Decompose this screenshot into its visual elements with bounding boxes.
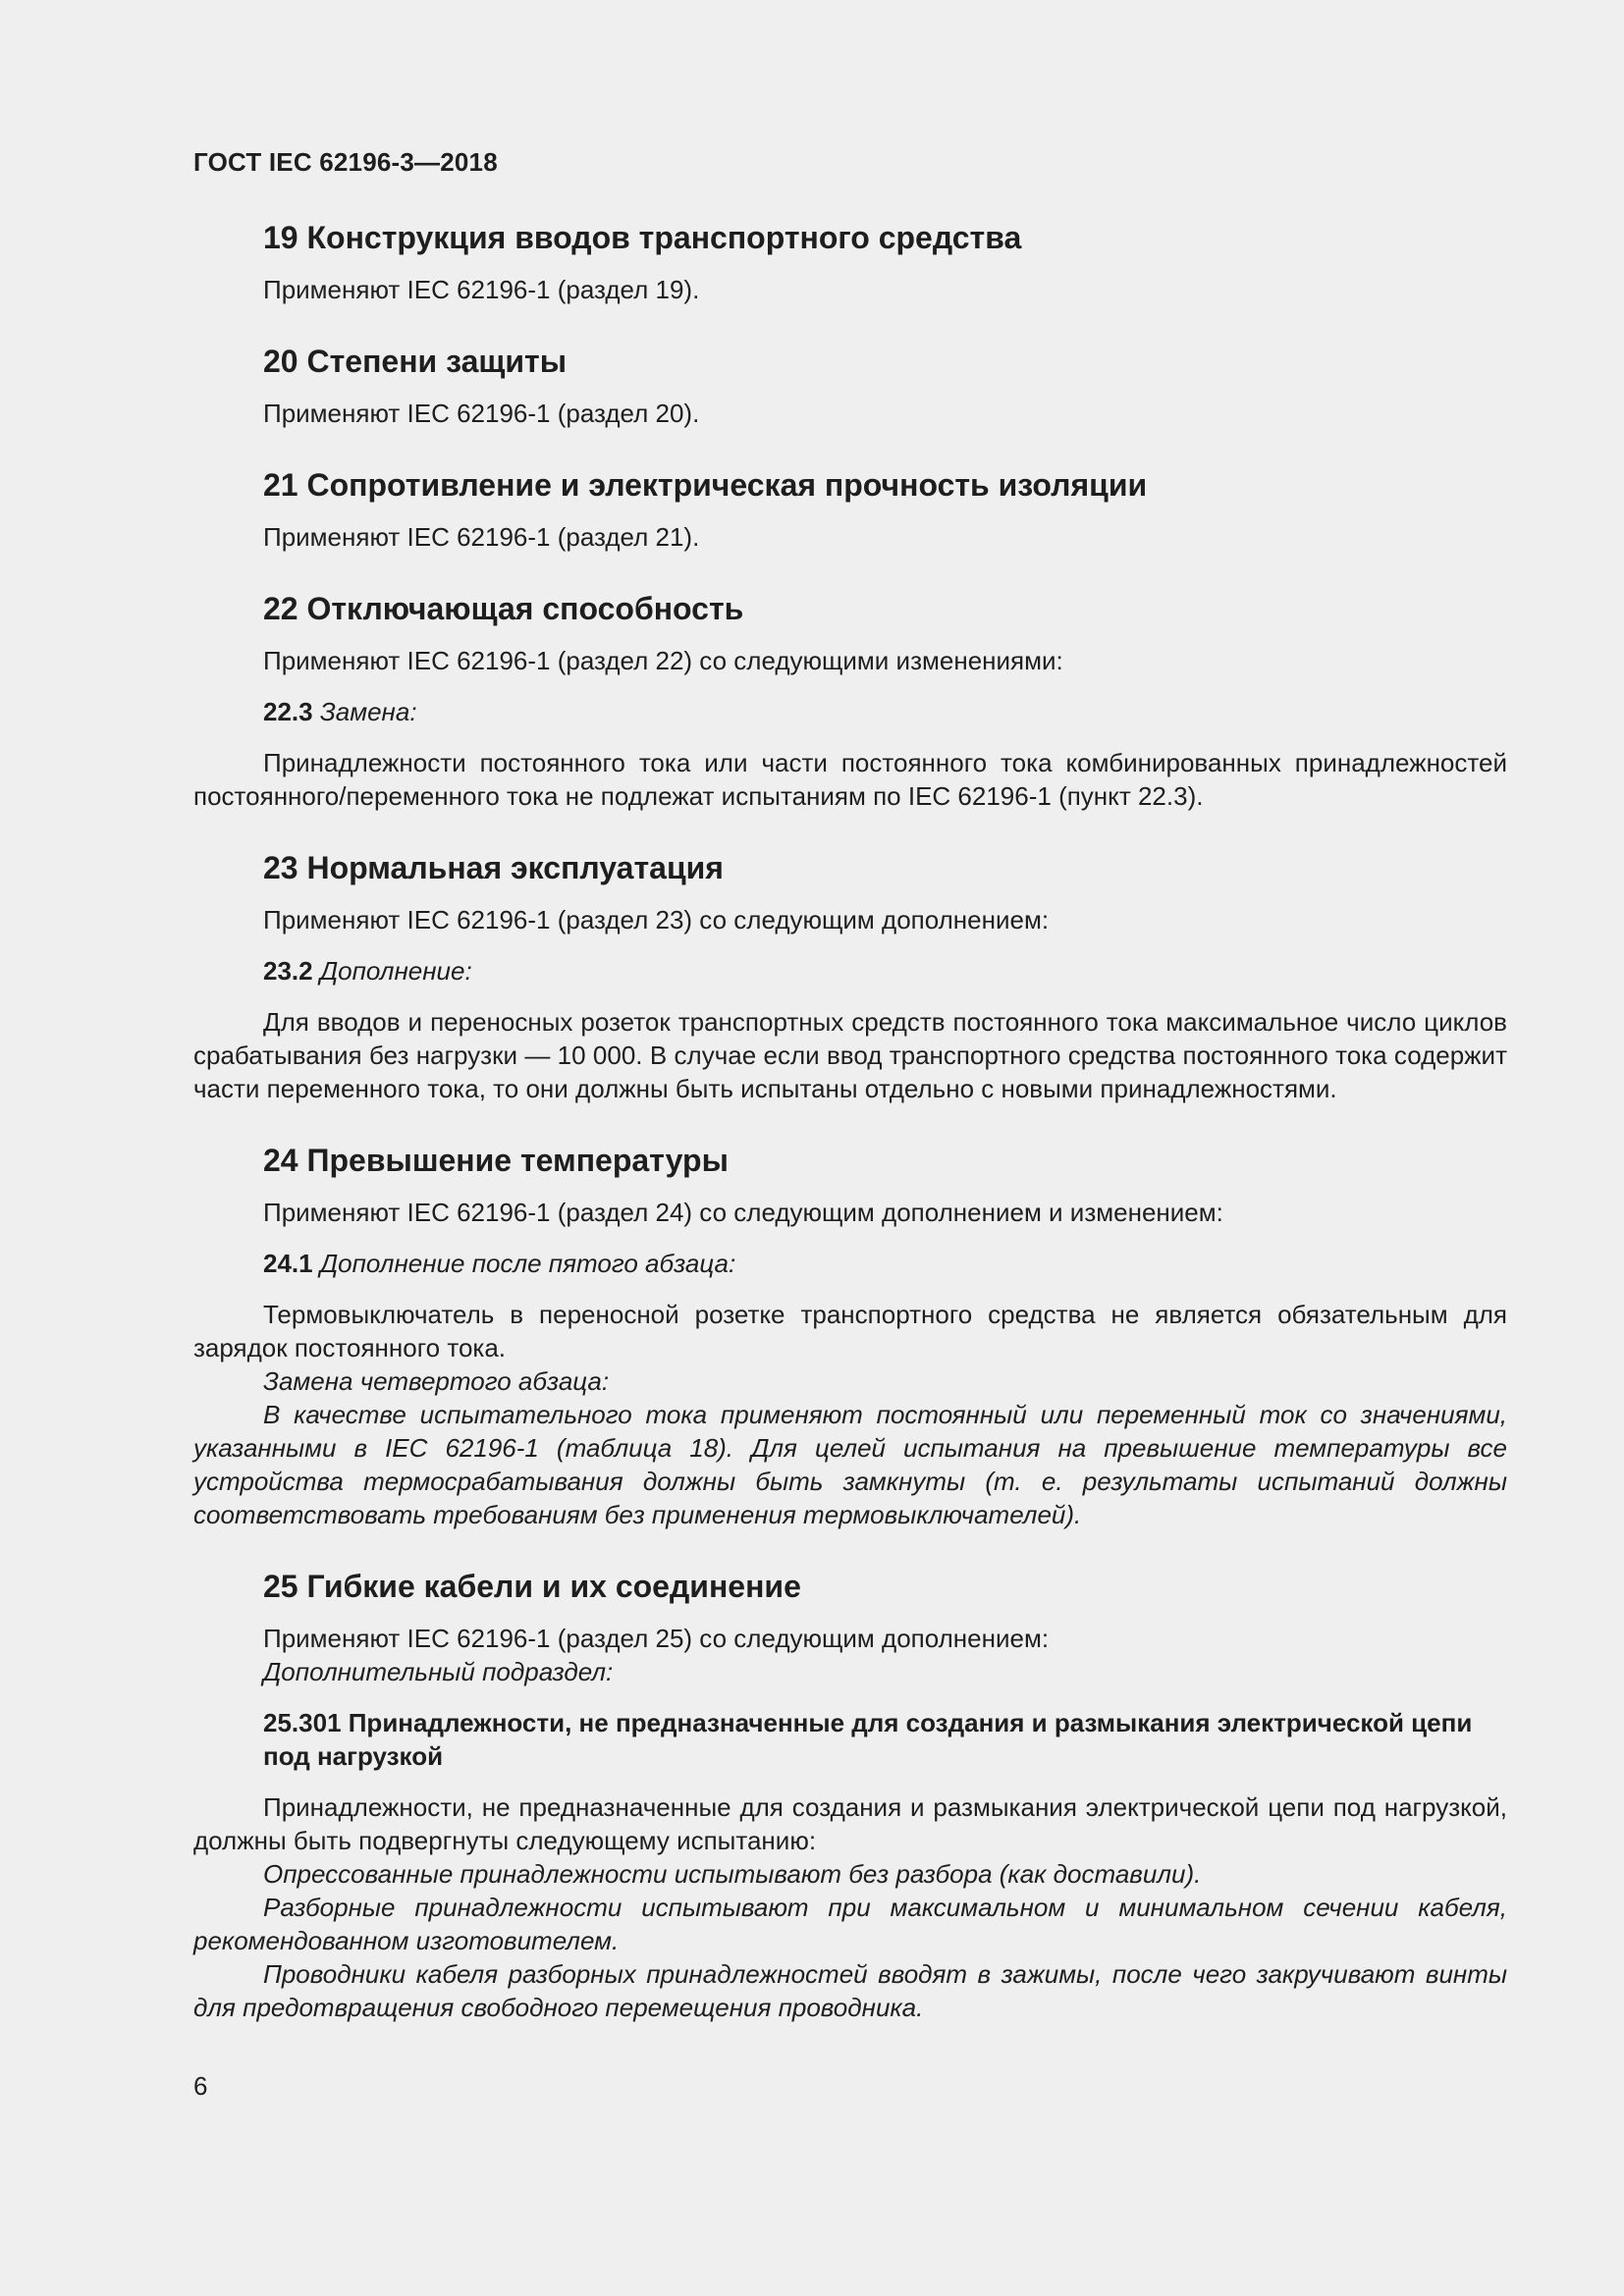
section-19-title: 19 Конструкция вводов транспортного средства <box>263 220 1022 255</box>
subsection-24-1-label: Дополнение после пятого абзаца: <box>319 1249 736 1278</box>
section-24-paragraph: Термовыключатель в переносной розетке транспортного средства не является обязательным для зарядок постоянного тока. <box>193 1300 1507 1362</box>
section-24-replacement-label: Замена четвертого абзаца: <box>263 1366 610 1396</box>
section-23-title: 23 Нормальная эксплуатация <box>263 850 724 885</box>
section-19-text: Применяют IEC 62196-1 (раздел 19). <box>263 275 700 304</box>
section-25 <box>193 1567 1507 2024</box>
section-21-text: Применяют IEC 62196-1 (раздел 21). <box>263 522 700 552</box>
subsection-24-1 <box>193 1247 1507 1280</box>
document-body <box>193 218 1507 2024</box>
subsection-22-3-number: 22.3 <box>263 697 313 726</box>
section-24-title: 24 Превышение температуры <box>263 1143 729 1178</box>
subsection-24-1-number: 24.1 <box>263 1249 313 1278</box>
subsection-23-2-label: Дополнение: <box>319 956 472 986</box>
section-25-paragraph: Принадлежности, не предназначенные для создания и размыкания электрической цепи под нагрузкой, должны быть подвергнуты следующему испытанию: <box>193 1792 1507 1855</box>
section-24-text: Применяют IEC 62196-1 (раздел 24) со следующим дополнением и изменением: <box>263 1198 1223 1227</box>
subsection-22-3 <box>193 695 1507 728</box>
subsection-23-2 <box>193 954 1507 988</box>
section-22-paragraph: Принадлежности постоянного тока или части постоянного тока комбинированных принадлежностей постоянного/переменного тока не подлежат испытаниям по IEC 62196-1 (пункт 22.3). <box>193 748 1507 811</box>
section-24-replacement-text: В качестве испытательного тока применяют постоянный или переменный ток со значениями, указанными в IEC 62196-1 (таблица 18). Для целей испытания на превышение температуры все устройства термосрабатывания должны быть замкнуты (т. е. результаты испытаний должны соответствовать требованиям без применения термовыключателей). <box>193 1400 1507 1529</box>
section-25-title: 25 Гибкие кабели и их соединение <box>263 1569 801 1604</box>
section-23-text: Применяют IEC 62196-1 (раздел 23) со следующим дополнением: <box>263 905 1050 934</box>
section-23 <box>193 848 1507 1105</box>
section-25-text: Применяют IEC 62196-1 (раздел 25) со следующим дополнением: <box>263 1624 1050 1653</box>
section-22-text: Применяют IEC 62196-1 (раздел 22) со следующими изменениями: <box>263 646 1063 675</box>
section-25-additional-label: Дополнительный подраздел: <box>263 1657 614 1686</box>
section-20 <box>193 342 1507 430</box>
section-24 <box>193 1141 1507 1531</box>
section-25-conductors-text: Проводники кабеля разборных принадлежностей вводят в зажимы, после чего закручивают винты для предотвращения свободного перемещения проводника. <box>193 1959 1507 2022</box>
section-21 <box>193 465 1507 554</box>
page-number: 6 <box>193 2071 208 2101</box>
subsection-23-2-number: 23.2 <box>263 956 313 986</box>
section-25-rewirable-text: Разборные принадлежности испытывают при максимальном и минимальном сечении кабеля, рекомендованном изготовителем. <box>193 1893 1507 1955</box>
section-20-title: 20 Степени защиты <box>263 344 568 379</box>
section-22 <box>193 589 1507 813</box>
section-23-paragraph: Для вводов и переносных розеток транспортных средств постоянного тока максимальное число циклов срабатывания без нагрузки — 10 000. В случае если ввод транспортного средства постоянного тока содержит части переменного тока, то они должны быть испытаны отдельно с новыми принадлежностями. <box>193 1007 1507 1103</box>
subsection-22-3-label: Замена: <box>319 697 417 726</box>
section-19 <box>193 218 1507 306</box>
section-20-text: Применяют IEC 62196-1 (раздел 20). <box>263 399 700 428</box>
section-25-crimped-text: Опрессованные принадлежности испытывают без разбора (как доставили). <box>263 1859 1202 1889</box>
section-21-title: 21 Сопротивление и электрическая прочность изоляции <box>263 467 1148 503</box>
document-header: ГОСТ IEC 62196-3—2018 <box>193 147 498 177</box>
subsection-25-301-title: 25.301 Принадлежности, не предназначенные для создания и размыкания электрической цепи под нагрузкой <box>263 1708 1473 1771</box>
section-22-title: 22 Отключающая способность <box>263 591 744 626</box>
